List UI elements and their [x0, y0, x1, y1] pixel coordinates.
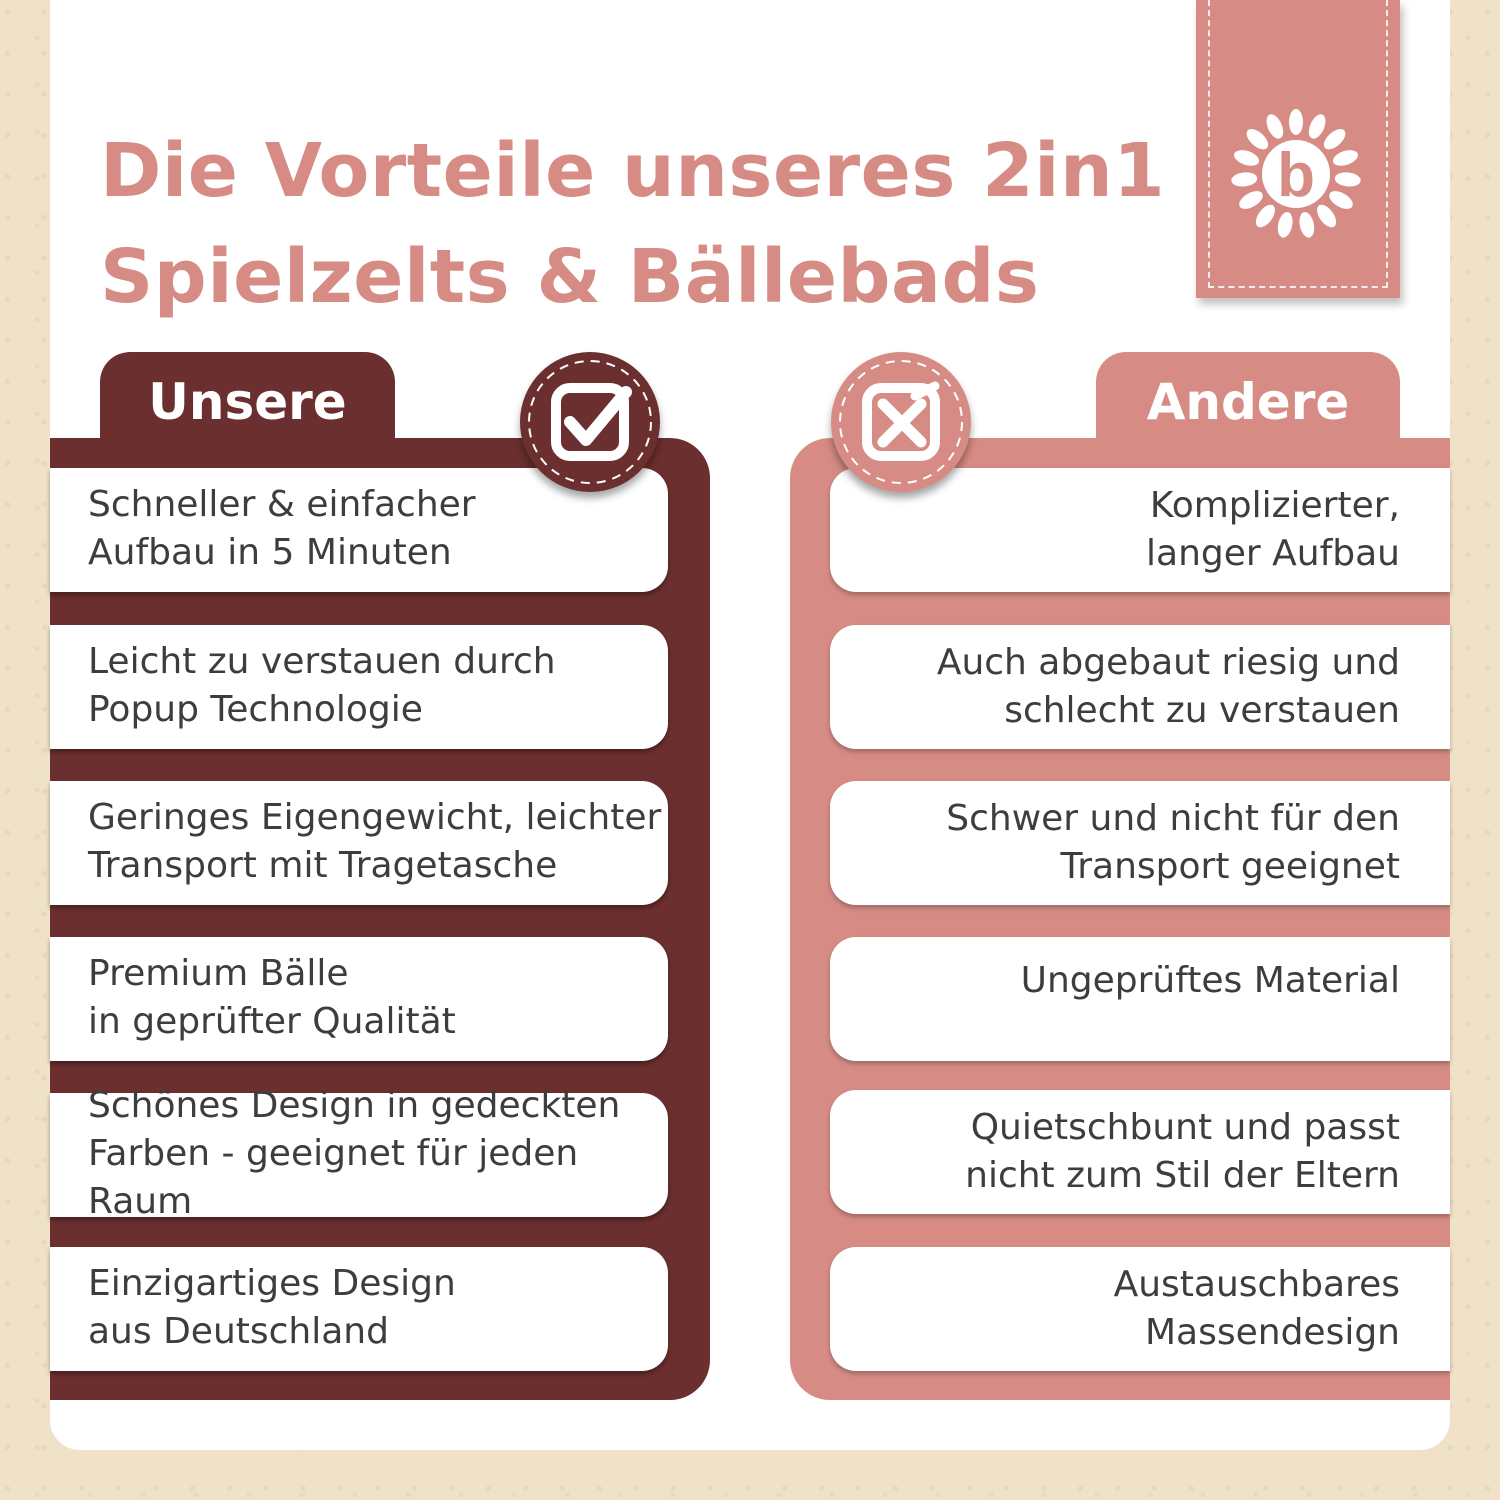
list-item-text: Komplizierter, langer Aufbau [1146, 485, 1400, 574]
list-item-text: Premium Bälle in geprüfter Qualität [88, 953, 456, 1042]
checkbox-check-icon [520, 352, 660, 492]
list-item-text: Schwer und nicht für den Transport geeignet [946, 798, 1400, 887]
list-item-text: Geringes Eigengewicht, leichter Transport mit Tragetasche [88, 797, 662, 886]
list-item [50, 625, 668, 749]
brand-bookmark [1196, 0, 1400, 298]
list-item [50, 1247, 668, 1371]
list-item-text: Leicht zu verstauen durch Popup Technologie [88, 641, 556, 730]
list-item [50, 1085, 668, 1222]
list-item [830, 1090, 1450, 1214]
list-item [830, 937, 1450, 1061]
list-item-text: Einzigartiges Design aus Deutschland [88, 1263, 456, 1352]
list-item-text: Austauschbares Massendesign [1113, 1264, 1400, 1353]
list-item [50, 937, 668, 1061]
tab-unsere: Unsere [100, 352, 395, 448]
list-item [830, 781, 1450, 905]
checkbox-cross-icon [831, 352, 971, 492]
list-item-text: Ungeprüftes Material [1020, 960, 1400, 1001]
page-title: Die Vorteile unseres 2in1 Spielzelts & Bällebads [100, 128, 1166, 320]
list-item-text: Schneller & einfacher Aufbau in 5 Minuten [88, 484, 476, 573]
sunflower-b-logo-icon [1226, 104, 1366, 244]
list-item-text: Schönes Design in gedeckten Farben - geeignet für jeden Raum [88, 1085, 621, 1222]
list-item-text: Auch abgebaut riesig und schlecht zu verstauen [936, 642, 1400, 731]
list-item-text: Quietschbunt und passt nicht zum Stil der Eltern [965, 1107, 1400, 1196]
cross-badge [831, 352, 971, 492]
logo-letter: b [1277, 141, 1315, 210]
list-item [830, 625, 1450, 749]
list-item [50, 781, 668, 905]
check-badge [520, 352, 660, 492]
list-item [830, 1247, 1450, 1371]
tab-andere: Andere [1096, 352, 1400, 448]
